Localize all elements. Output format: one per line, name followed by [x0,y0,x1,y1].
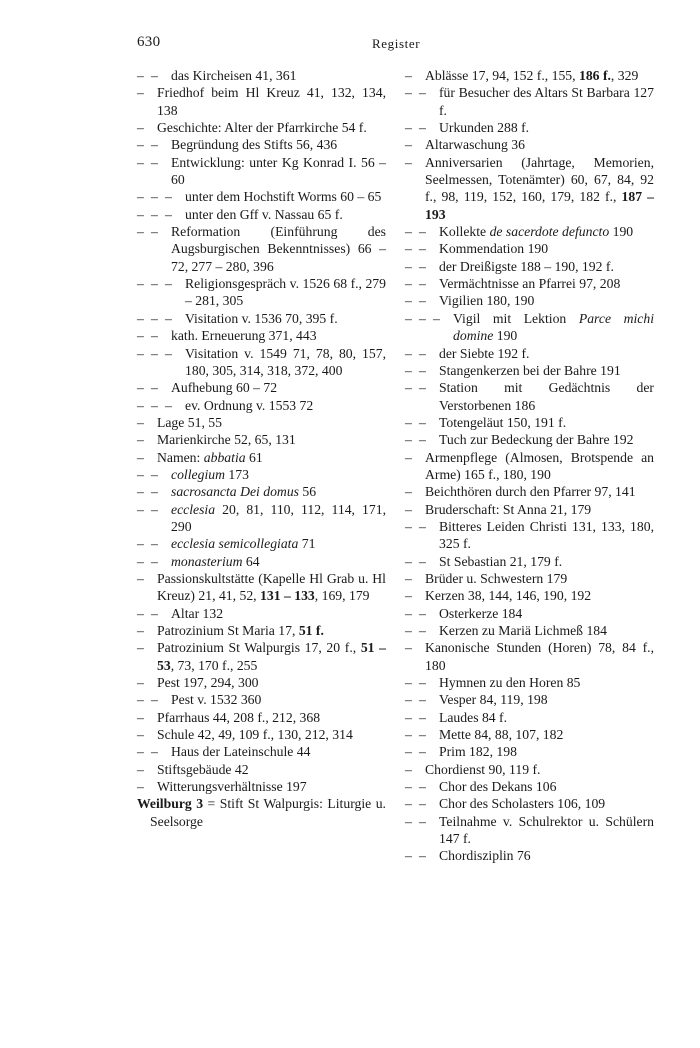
index-entry [137,501,386,536]
entry-dash: – [165,206,172,222]
entry-dash: – [151,397,158,413]
index-entry [405,726,654,743]
entry-dash: – [405,848,412,864]
index-entry [405,240,654,257]
entry-dash: – [405,605,412,621]
index-entry [137,327,386,344]
index-entry [137,553,386,570]
entry-text: monasterium 64 [171,553,260,569]
index-entry [405,813,654,848]
entry-dash: – [419,414,426,430]
index-entry [137,605,386,622]
entry-dash: – [151,744,158,760]
entry-dash: – [137,570,144,586]
entry-dash: – [419,709,426,725]
entry-text: Kerzen zu Mariä Lichmeß 184 [439,623,607,638]
entry-dash: – [137,536,144,552]
entry-text: Chordienst 90, 119 f. [425,761,541,777]
index-entry [405,84,654,119]
entry-dash: – [405,120,412,136]
entry-dash: – [151,553,158,569]
index-entry [137,119,386,136]
entry-text: Namen: abbatia 61 [157,449,263,465]
entry-dash: – [405,380,412,396]
index-entry [405,605,654,622]
entry-text: collegium 173 [171,466,249,482]
index-entry [137,449,386,466]
entry-dash: – [137,328,144,344]
index-entry [405,622,654,639]
index-entry: Weilburg 3 = Stift St Walpurgis: Liturgie u. Seelsorge [137,796,386,829]
entry-dash: – [419,258,426,274]
entry-text: Haus der Lateinschule 44 [171,744,311,760]
index-entry [405,154,654,223]
entry-text: Ablässe 17, 94, 152 f., 155, 186 f., 329 [425,68,639,83]
entry-text: Stangenkerzen bei der Bahre 191 [439,362,621,378]
index-entry [405,223,654,240]
index-entry [137,761,386,778]
entry-dash: – [165,397,172,413]
entry-dash: – [151,380,158,396]
index-entry [405,795,654,812]
entry-text: Tuch zur Bedeckung der Bahre 192 [439,432,634,448]
entry-dash: – [151,692,158,708]
entry-text: Friedhof beim Hl Kreuz 41, 132, 134, 138 [157,85,386,118]
page-number: 630 [137,34,161,50]
entry-dash: – [137,553,144,569]
entry-dash: – [151,189,158,205]
entry-dash: – [405,484,412,500]
entry-dash: – [137,709,144,725]
entry-text: Lage 51, 55 [157,414,222,430]
entry-dash: – [419,241,426,257]
entry-dash: – [137,154,144,170]
entry-dash: – [419,605,426,621]
entry-text: Teilnahme v. Schulrektor u. Schülern 147 f. [439,813,654,847]
entry-dash: – [405,692,412,708]
entry-text: Stiftsgebäude 42 [157,761,249,777]
index-entry [405,743,654,760]
entry-dash: – [433,310,440,326]
entry-dash: – [137,449,144,465]
index-entry [405,449,654,484]
entry-text: Altarwaschung 36 [425,137,525,153]
entry-dash: – [137,137,144,153]
index-entry [137,570,386,605]
entry-dash: – [405,154,412,170]
entry-dash: – [405,310,412,326]
entry-dash: – [405,224,412,240]
entry-dash: – [137,380,144,396]
entry-dash: – [405,414,412,430]
entry-dash: – [419,848,426,864]
entry-dash: – [419,518,426,534]
entry-text: unter den Gff v. Nassau 65 f. [185,206,343,222]
index-entry [137,431,386,448]
index-entry [405,310,654,345]
entry-dash: – [137,501,144,517]
entry-dash: – [137,68,144,83]
index-entry [137,397,386,414]
index-entry [137,154,386,189]
entry-dash: – [137,605,144,621]
entry-text: für Besucher des Altars St Barbara 127 f. [439,85,654,118]
entry-text: Entwicklung: unter Kg Konrad I. 56 – 60 [171,154,386,188]
entry-dash: – [137,779,144,795]
index-entry [137,84,386,119]
entry-dash: – [165,189,172,205]
entry-text: unter dem Hochstift Worms 60 – 65 [185,189,382,205]
entry-dash: – [405,258,412,274]
entry-dash: – [419,623,426,638]
index-entry [137,136,386,153]
entry-text: Chor des Scholasters 106, 109 [439,796,606,812]
entry-text: Pest v. 1532 360 [171,692,262,708]
index-entry [137,466,386,483]
index-entry [405,119,654,136]
index-entry [405,414,654,431]
index-entry [137,726,386,743]
index-entry [137,206,386,223]
entry-dash: – [405,345,412,361]
entry-dash: – [151,345,158,361]
entry-text: Religionsgespräch v. 1526 68 f., 279 – 281, 305 [185,276,386,309]
entry-dash: – [405,501,412,517]
entry-dash: – [419,813,426,829]
index-entry [405,518,654,553]
entry-text: Station mit Gedächtnis der Verstorbenen 186 [439,380,654,413]
entry-dash: – [137,276,144,292]
entry-dash: – [405,449,412,465]
entry-text: Marienkirche 52, 65, 131 [157,432,296,448]
entry-dash: – [151,501,158,517]
entry-text: Armenpflege (Almosen, Brotspende an Arme) 165 f., 180, 190 [425,449,654,482]
entry-dash: – [151,206,158,222]
entry-dash: – [405,518,412,534]
entry-dash: – [419,553,426,569]
index-entry [405,67,654,84]
entry-text: Aufhebung 60 – 72 [171,380,278,396]
entry-dash: – [405,779,412,795]
index-entry [137,275,386,310]
index-entry [137,379,386,396]
index-entry [405,553,654,570]
entry-dash: – [137,310,144,326]
index-column-left [137,67,386,830]
entry-dash: – [137,727,144,743]
entry-text: Begründung des Stifts 56, 436 [171,137,338,153]
entry-dash: – [137,397,144,413]
index-entry [137,223,386,275]
entry-text: Brüder u. Schwestern 179 [425,570,568,586]
entry-dash: – [405,709,412,725]
entry-dash: – [137,224,144,240]
entry-dash: – [405,744,412,760]
entry-dash: – [405,588,412,604]
entry-dash: – [151,276,158,292]
entry-dash: – [405,570,412,586]
entry-dash: – [151,137,158,153]
index-entry [137,709,386,726]
entry-text: Totengeläut 150, 191 f. [439,414,567,430]
entry-text: Passionskultstätte (Kapelle Hl Grab u. Hl Kreuz) 21, 41, 52, 131 – 133, 169, 179 [157,570,386,604]
index-entry [137,622,386,639]
entry-dash: – [151,68,158,83]
entry-dash: – [405,241,412,257]
index-entry [405,258,654,275]
entry-dash: – [137,623,144,638]
entry-dash: – [419,796,426,812]
entry-text: Bitteres Leiden Christi 131, 133, 180, 325 f. [439,518,654,552]
entry-text: Kerzen 38, 144, 146, 190, 192 [425,588,592,604]
entry-text: ecclesia 20, 81, 110, 112, 114, 171, 290 [171,501,386,534]
entry-dash: – [405,813,412,829]
entry-text: ecclesia semicollegiata 71 [171,536,316,552]
entry-dash: – [137,744,144,760]
index-entry [405,345,654,362]
entry-text: Witterungsverhältnisse 197 [157,779,307,795]
entry-text: Osterkerze 184 [439,605,523,621]
entry-text: Reformation (Einführung des Augsburgischen Bekenntnisses) 66 – 72, 277 – 280, 396 [171,224,386,274]
entry-text: Chor des Dekans 106 [439,779,557,795]
index-entry [405,292,654,309]
entry-dash: – [151,310,158,326]
entry-text: Mette 84, 88, 107, 182 [439,727,564,743]
index-entry [137,188,386,205]
entry-text: Urkunden 288 f. [439,120,530,136]
entry-dash: – [405,68,412,83]
entry-text: der Siebte 192 f. [439,345,530,361]
entry-text: Altar 132 [171,605,224,621]
entry-text: Vigil mit Lektion Parce michi domine 190 [453,310,654,344]
entry-dash: – [405,727,412,743]
entry-dash: – [405,796,412,812]
entry-dash: – [419,779,426,795]
entry-dash: – [405,85,412,101]
index-entry [405,778,654,795]
entry-dash: – [419,120,426,136]
index-entry [405,379,654,414]
entry-text: der Dreißigste 188 – 190, 192 f. [439,258,614,274]
entry-dash: – [405,362,412,378]
entry-text: Anniversarien (Jahrtage, Memorien, Seelmessen, Totenämter) 60, 67, 84, 92 f., 98, 119, 152, 160, 179, 182 f., 187 – 193 [425,154,655,222]
index-entry [405,691,654,708]
entry-dash: – [151,536,158,552]
entry-dash: – [405,623,412,638]
entry-text: Vesper 84, 119, 198 [439,692,548,708]
entry-dash: – [419,744,426,760]
entry-text: sacrosancta Dei domus 56 [171,484,317,500]
entry-text: Prim 182, 198 [439,744,517,760]
running-head: Register [372,36,421,51]
entry-dash: – [419,293,426,309]
entry-dash: – [165,276,172,292]
entry-text: Vermächtnisse an Pfarrei 97, 208 [439,276,621,292]
entry-text: Schule 42, 49, 109 f., 130, 212, 314 [157,727,353,743]
entry-text: Patrozinium St Maria 17, 51 f. [157,623,324,638]
index-column-right [405,67,654,865]
entry-dash: – [165,345,172,361]
index-entry [137,743,386,760]
entry-dash: – [137,640,144,656]
entry-text: ev. Ordnung v. 1553 72 [185,397,314,413]
entry-dash: – [419,224,426,240]
index-entry [137,67,386,84]
entry-text: Kanonische Stunden (Horen) 78, 84 f., 180 [425,640,654,673]
index-entry [405,570,654,587]
entry-dash: – [151,154,158,170]
entry-text: kath. Erneuerung 371, 443 [171,328,317,344]
entry-text: Visitation v. 1549 71, 78, 80, 157, 180, 305, 314, 318, 372, 400 [185,345,386,378]
index-entry [137,414,386,431]
entry-dash: – [151,605,158,621]
entry-text: Hymnen zu den Horen 85 [439,675,581,691]
index-entry [137,345,386,380]
entry-dash: – [137,484,144,500]
entry-text: Patrozinium St Walpurgis 17, 20 f., 51 – 53, 73, 170 f., 255 [157,640,387,673]
entry-text: Beichthören durch den Pfarrer 97, 141 [425,484,636,500]
entry-dash: – [405,137,412,153]
entry-dash: – [137,189,144,205]
entry-text: das Kircheisen 41, 361 [171,68,297,83]
entry-dash: – [151,224,158,240]
entry-dash: – [419,692,426,708]
entry-dash: – [405,640,412,656]
entry-dash: – [419,675,426,691]
index-entry [137,483,386,500]
index-entry [405,587,654,604]
index-entry [405,674,654,691]
entry-dash: – [419,432,426,448]
entry-text: Laudes 84 f. [439,709,508,725]
entry-dash: – [137,206,144,222]
entry-dash: – [137,761,144,777]
entry-dash: – [137,466,144,482]
index-entry [405,275,654,292]
index-entry [405,501,654,518]
index-entry [137,535,386,552]
entry-text: Vigilien 180, 190 [439,293,535,309]
index-entry [405,639,654,674]
entry-text: Geschichte: Alter der Pfarrkirche 54 f. [157,120,367,136]
entry-text: Visitation v. 1536 70, 395 f. [185,310,338,326]
entry-text: Chordisziplin 76 [439,848,531,864]
index-entry [405,761,654,778]
entry-dash: – [419,727,426,743]
index-entry [137,691,386,708]
entry-dash: – [405,553,412,569]
entry-text: Kollekte de sacerdote defuncto 190 [439,224,634,240]
entry-text: Pfarrhaus 44, 208 f., 212, 368 [157,709,321,725]
entry-dash: – [419,276,426,292]
entry-dash: – [137,675,144,691]
entry-dash: – [419,85,426,101]
entry-text: Pest 197, 294, 300 [157,675,259,691]
entry-text: St Sebastian 21, 179 f. [439,553,563,569]
entry-dash: – [405,293,412,309]
index-entry [405,483,654,500]
entry-dash: – [405,276,412,292]
entry-dash: – [405,675,412,691]
entry-dash: – [405,761,412,777]
entry-dash: – [419,310,426,326]
index-entry [137,639,386,674]
entry-dash: – [151,484,158,500]
entry-dash: – [137,85,144,101]
index-entry [405,709,654,726]
entry-dash: – [419,345,426,361]
entry-dash: – [405,432,412,448]
entry-dash: – [151,328,158,344]
index-entry [137,674,386,691]
entry-dash: – [137,414,144,430]
index-entry [405,362,654,379]
index-entry [405,847,654,864]
entry-dash: – [137,432,144,448]
index-entry [137,778,386,795]
index-entry [405,431,654,448]
entry-dash: – [419,380,426,396]
entry-dash: – [137,345,144,361]
entry-text: Bruderschaft: St Anna 21, 179 [425,501,592,517]
entry-dash: – [137,120,144,136]
entry-dash: – [137,692,144,708]
entry-dash: – [165,310,172,326]
index-entry [137,310,386,327]
entry-dash: – [151,466,158,482]
entry-text: Kommendation 190 [439,241,549,257]
entry-dash: – [419,362,426,378]
index-entry [405,136,654,153]
